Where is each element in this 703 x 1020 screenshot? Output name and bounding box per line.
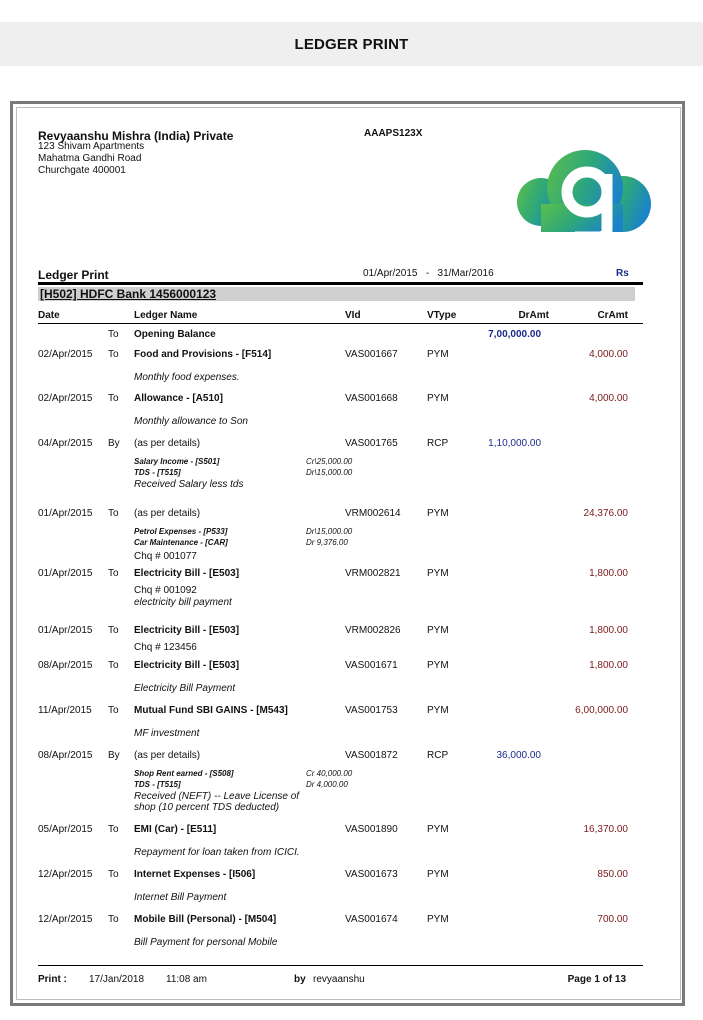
entry-vid: VAS001890 [345,824,398,835]
entry-vid: VAS001668 [345,393,398,404]
columns-rule [38,323,643,324]
entry-to-by: To [108,705,119,716]
entry-date: 11/Apr/2015 [38,705,92,716]
account-banner [38,287,635,301]
entry-narration: Bill Payment for personal Mobile [134,937,278,948]
entry-date: 01/Apr/2015 [38,508,93,519]
detail-amount: Dr 4,000.00 [306,780,348,789]
entry-cr-amount: 4,000.00 [589,349,628,360]
printed-by-user: revyaanshu [313,974,365,985]
page-title: LEDGER PRINT [294,35,409,53]
detail-ledger-name: Car Maintenance - [CAR] [134,538,228,547]
entry-ledger-name: Electricity Bill - [E503] [134,568,240,579]
entry-vid: VAS001674 [345,914,398,925]
printed-by-label: by [294,974,306,985]
entry-to-by: To [108,914,119,925]
entry-vid: VRM002614 [345,508,401,519]
entry-vtype: PYM [427,705,449,716]
address-line-1: 123 Shivam Apartments [38,141,145,152]
entry-ledger-name: Electricity Bill - [E503] [134,625,240,636]
entry-dr-amount: 1,10,000.00 [488,438,541,449]
opening-balance-dr: 7,00,000.00 [488,329,541,340]
entry-vtype: PYM [427,393,449,404]
report-title: Ledger Print [38,268,109,282]
entry-vid: VAS001753 [345,705,398,716]
period-from: 01/Apr/2015 [363,268,418,279]
entry-narration: Received Salary less tds [134,479,244,490]
entry-narration: Monthly allowance to Son [134,416,248,427]
entry-vtype: PYM [427,508,449,519]
entry-to-by: By [108,438,120,449]
report-period [363,268,494,279]
entry-ledger-name: Internet Expenses - [I506] [134,869,256,880]
entry-vid: VAS001673 [345,869,398,880]
opening-balance-label: Opening Balance [134,329,216,340]
entry-to-by: To [108,660,119,671]
entry-date: 02/Apr/2015 [38,349,93,360]
col-vid-header: VId [345,310,361,321]
period-separator: - [425,268,430,279]
company-name: Revyaanshu Mishra (India) Private [38,129,234,143]
entry-date: 12/Apr/2015 [38,869,93,880]
ledger-page [16,107,681,1000]
cheque-number: Chq # 123456 [134,642,197,653]
entry-vtype: PYM [427,869,449,880]
entry-vid: VAS001872 [345,750,398,761]
entry-vtype: PYM [427,568,449,579]
entry-to-by: To [108,393,119,404]
cheque-number: Chq # 001077 [134,551,197,562]
opening-to-by: To [108,329,119,340]
entry-vtype: RCP [427,750,449,761]
entry-date: 08/Apr/2015 [38,750,93,761]
print-date: 17/Jan/2018 [89,974,145,985]
entry-narration: MF investment [134,728,200,739]
detail-ledger-name: TDS - [T515] [134,468,181,477]
col-cr-header: CrAmt [597,310,628,321]
entry-to-by: To [108,349,119,360]
entry-vid: VRM002821 [345,568,401,579]
entry-dr-amount: 36,000.00 [496,750,541,761]
entry-cr-amount: 16,370.00 [583,824,628,835]
entry-to-by: To [108,625,119,636]
entry-cr-amount: 850.00 [597,869,628,880]
entry-to-by: To [108,824,119,835]
entry-ledger-name: EMI (Car) - [E511] [134,824,217,835]
col-date-header: Date [38,310,60,321]
entry-narration: Internet Bill Payment [134,892,227,903]
entry-ledger-name: Electricity Bill - [E503] [134,660,240,671]
entry-to-by: To [108,508,119,519]
detail-ledger-name: Salary Income - [S501] [134,457,220,466]
detail-amount: Cr\25,000.00 [306,457,353,466]
entry-cr-amount: 700.00 [597,914,628,925]
entry-cr-amount: 6,00,000.00 [575,705,628,716]
entry-cr-amount: 1,800.00 [589,625,628,636]
entry-date: 08/Apr/2015 [38,660,93,671]
detail-ledger-name: Petrol Expenses - [P533] [134,527,228,536]
entry-vid: VAS001667 [345,349,398,360]
detail-ledger-name: Shop Rent earned - [S508] [134,769,234,778]
entry-ledger-name: Mobile Bill (Personal) - [M504] [134,914,277,925]
account-name: [H502] HDFC Bank 1456000123 [40,287,217,301]
address-line-3: Churchgate 400001 [38,165,126,176]
currency-label: Rs [616,268,629,279]
entry-date: 05/Apr/2015 [38,824,93,835]
entry-cr-amount: 1,800.00 [589,660,628,671]
entry-vtype: PYM [427,349,449,360]
period-to: 31/Mar/2016 [437,268,494,279]
entry-vid: VAS001671 [345,660,398,671]
entry-narration: Received (NEFT) -- Leave License of [134,791,300,802]
detail-ledger-name: TDS - [T515] [134,780,181,789]
print-time: 11:08 am [166,974,207,985]
entry-ledger-name: (as per details) [134,508,201,519]
entry-narration: Repayment for loan taken from ICICI. [134,847,300,858]
col-dr-header: DrAmt [518,310,549,321]
page-header-bar [0,22,703,66]
detail-amount: Dr\15,000.00 [306,527,353,536]
entry-date: 02/Apr/2015 [38,393,93,404]
entry-ledger-name: Mutual Fund SBI GAINS - [M543] [134,705,288,716]
report-frame [10,101,685,1006]
detail-amount: Dr\15,000.00 [306,468,353,477]
entry-date: 01/Apr/2015 [38,625,93,636]
entry-ledger-name: (as per details) [134,750,201,761]
entry-date: 04/Apr/2015 [38,438,93,449]
entry-ledger-name: (as per details) [134,438,201,449]
pan-number: AAAPS123X [364,128,423,139]
entry-cr-amount: 4,000.00 [589,393,628,404]
entry-ledger-name: Allowance - [A510] [134,393,223,404]
entry-vtype: PYM [427,625,449,636]
entry-cr-amount: 1,800.00 [589,568,628,579]
entry-vid: VAS001765 [345,438,398,449]
entry-vtype: PYM [427,914,449,925]
detail-amount: Cr 40,000.00 [306,769,353,778]
entry-vtype: PYM [427,824,449,835]
entry-ledger-name: Food and Provisions - [F514] [134,349,272,360]
entry-cr-amount: 24,376.00 [583,508,628,519]
entry-narration: Monthly food expenses. [134,372,240,383]
page-number: Page 1 of 13 [567,974,626,985]
entry-narration: Electricity Bill Payment [134,683,236,694]
entry-date: 01/Apr/2015 [38,568,93,579]
entry-to-by: To [108,568,119,579]
entry-to-by: To [108,869,119,880]
entry-narration: shop (10 percent TDS deducted) [134,802,280,813]
print-label: Print : [38,974,67,985]
header-rule [38,282,643,285]
cheque-number: Chq # 001092 [134,585,197,596]
entry-vid: VRM002826 [345,625,401,636]
entry-to-by: By [108,750,120,761]
entry-vtype: RCP [427,438,449,449]
entry-date: 12/Apr/2015 [38,914,93,925]
col-vtype-header: VType [427,310,457,321]
detail-amount: Dr 9,376.00 [306,538,348,547]
entry-narration: electricity bill payment [134,597,232,608]
footer-rule [38,965,643,966]
entry-vtype: PYM [427,660,449,671]
col-ledger-header: Ledger Name [134,310,198,321]
address-line-2: Mahatma Gandhi Road [38,153,142,164]
company-logo [513,144,655,240]
